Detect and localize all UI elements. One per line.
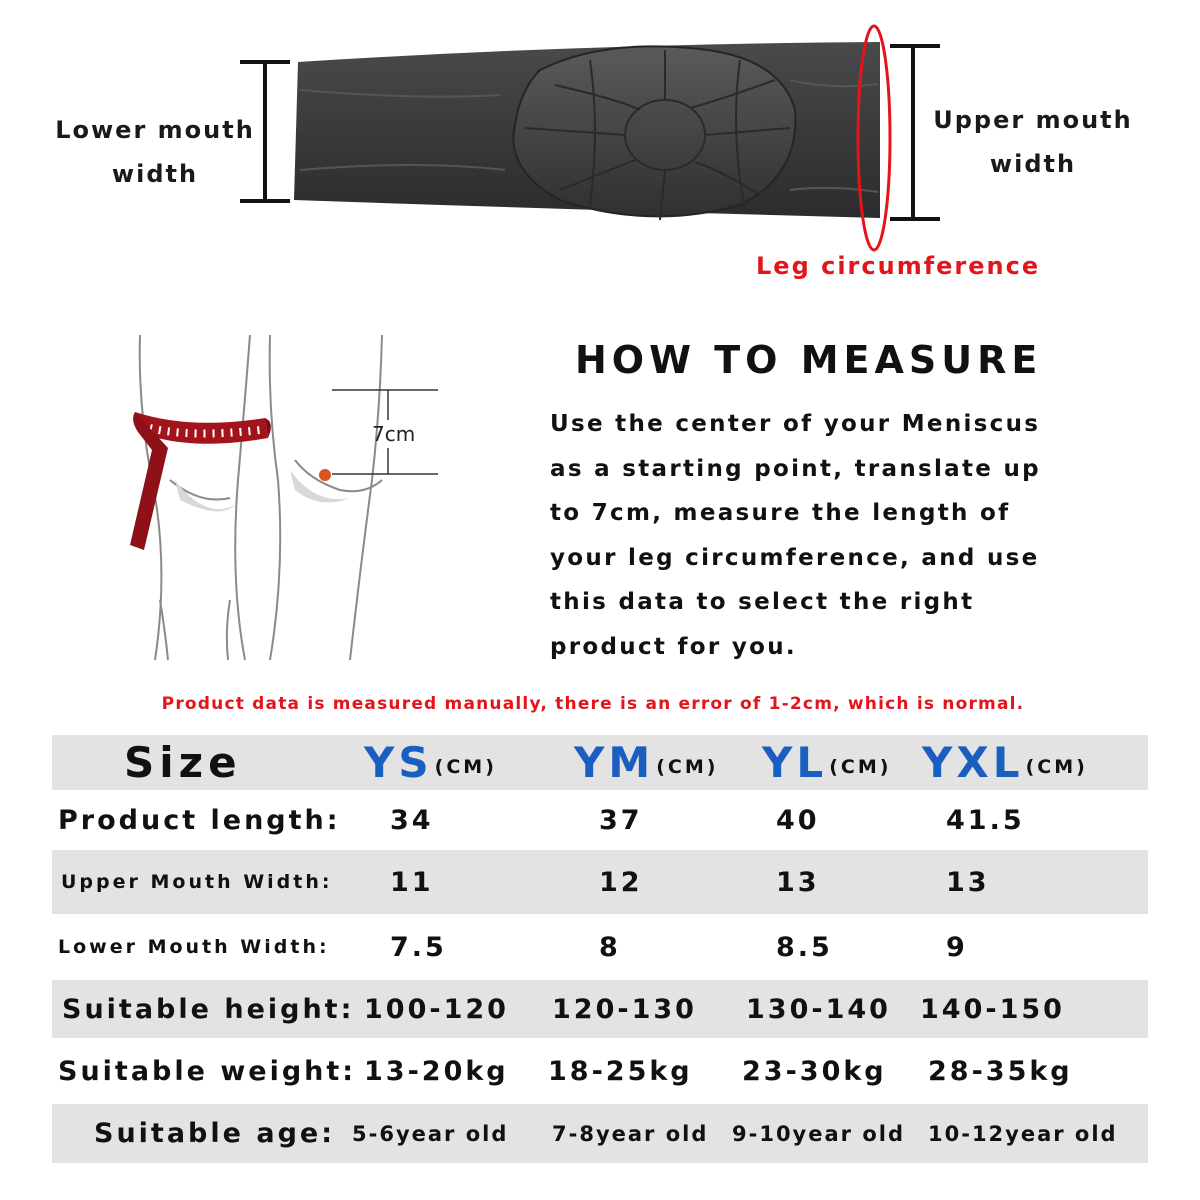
leg-measure-illustration (110, 330, 470, 665)
row-value: 100-120 (364, 993, 509, 1025)
row-value: 28-35kg (928, 1055, 1073, 1087)
upper-mouth-line1: Upper mouth (933, 106, 1133, 134)
row-value: 12 (599, 866, 643, 898)
lower-mouth-line2: width (111, 160, 199, 188)
row-value: 8.5 (776, 931, 833, 963)
row-label: Suitable weight: (58, 1055, 357, 1087)
row-value: 8 (599, 931, 621, 963)
table-row (52, 1038, 1148, 1104)
size-code: YXL (922, 738, 1024, 787)
size-header-yxl (922, 735, 1088, 790)
lower-mouth-line1: Lower mouth (55, 116, 255, 144)
row-label: Suitable height: (62, 993, 355, 1025)
row-label: Lower Mouth Width: (58, 936, 330, 958)
size-unit: (CM) (829, 755, 892, 778)
row-value: 130-140 (746, 993, 891, 1025)
size-unit: (CM) (656, 755, 719, 778)
row-value: 13-20kg (364, 1055, 509, 1087)
instruction-line: to 7cm, measure the length of (550, 500, 1011, 527)
upper-mouth-bracket (890, 46, 940, 219)
measuring-tape (130, 412, 271, 550)
instruction-line: product for you. (550, 633, 797, 660)
table-row (52, 914, 1148, 980)
row-value: 37 (599, 804, 643, 836)
table-row (52, 790, 1148, 850)
measurement-error-notice: Product data is measured manually, there is an error of 1-2cm, which is normal. (161, 694, 1025, 714)
instruction-line: this data to select the right (550, 589, 975, 616)
size-unit: (CM) (434, 755, 497, 778)
how-to-measure-instructions (550, 402, 1041, 670)
size-chart-table (52, 735, 1148, 1163)
size-code: YM (574, 738, 655, 787)
table-row (52, 980, 1148, 1038)
row-value: 23-30kg (742, 1055, 887, 1087)
row-value: 41.5 (946, 804, 1025, 836)
row-value: 34 (390, 804, 434, 836)
legs-outline (140, 335, 382, 660)
row-value: 7.5 (390, 931, 447, 963)
row-value: 7-8year old (552, 1121, 709, 1146)
row-value: 9-10year old (732, 1121, 905, 1146)
size-code: YS (364, 738, 433, 787)
row-value: 11 (390, 866, 434, 898)
row-value: 40 (776, 804, 820, 836)
upper-mouth-line2: width (989, 150, 1077, 178)
row-value: 9 (946, 931, 968, 963)
size-header-yl (762, 735, 891, 790)
row-value: 18-25kg (548, 1055, 693, 1087)
size-header-ym (574, 735, 718, 790)
row-value: 120-130 (552, 993, 697, 1025)
instruction-line: as a starting point, translate up (550, 455, 1041, 482)
size-column-header: Size (124, 738, 242, 787)
row-value: 5-6year old (352, 1121, 509, 1146)
instruction-line: Use the center of your Meniscus (550, 411, 1041, 437)
meniscus-point (319, 469, 331, 481)
instruction-line: your leg circumference, and use (550, 544, 1040, 571)
how-to-measure-title: HOW TO MEASURE (575, 338, 1043, 382)
table-row (52, 850, 1148, 914)
knee-shadow-left (175, 480, 235, 511)
row-value: 140-150 (920, 993, 1065, 1025)
seven-cm-label: 7cm (372, 422, 416, 446)
table-row (52, 1104, 1148, 1163)
row-label: Suitable age: (94, 1118, 335, 1149)
size-header-ys (364, 735, 497, 790)
lower-mouth-bracket (240, 62, 290, 201)
leg-circumference-label: Leg circumference (756, 252, 1041, 280)
size-unit: (CM) (1025, 755, 1088, 778)
row-value: 10-12year old (928, 1121, 1118, 1146)
row-label: Upper Mouth Width: (61, 871, 333, 893)
row-label: Product length: (58, 804, 341, 836)
size-code: YL (762, 738, 828, 787)
row-value: 13 (946, 866, 990, 898)
row-value: 13 (776, 866, 820, 898)
table-header-row (52, 735, 1148, 790)
